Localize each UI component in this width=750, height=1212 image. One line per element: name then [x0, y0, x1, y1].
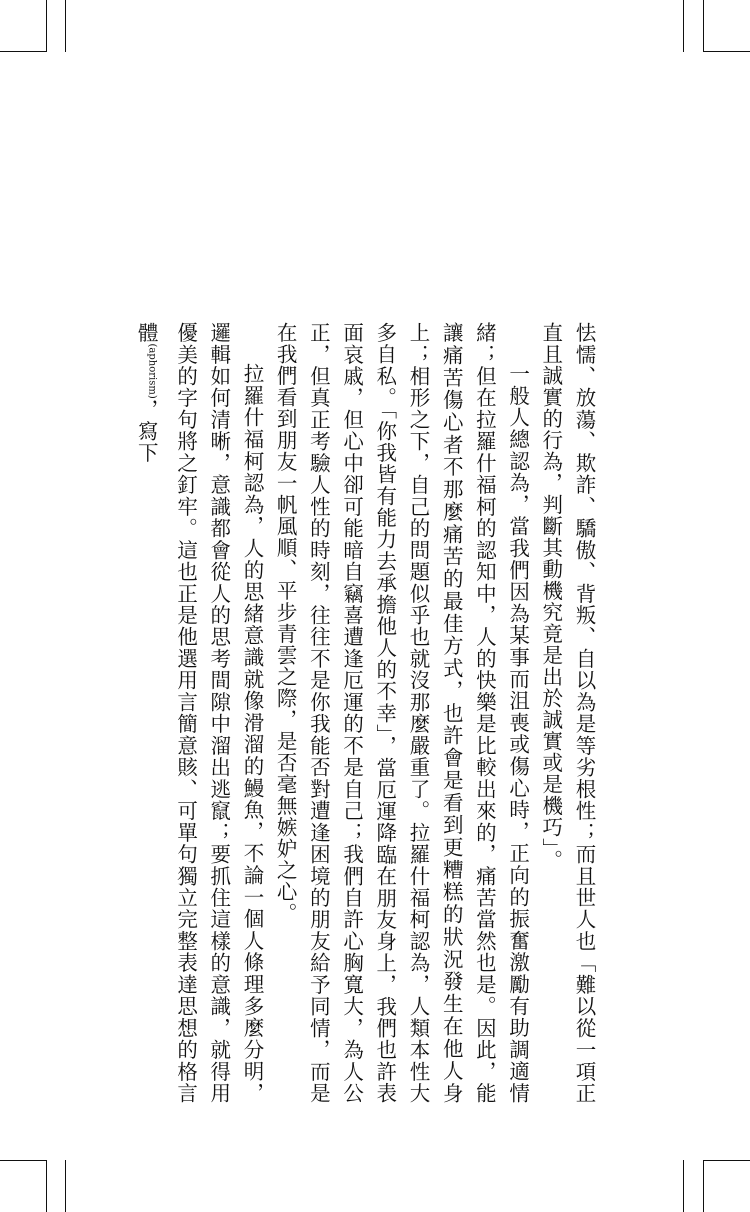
crop-mark-bottom-right-vertical	[683, 1160, 684, 1212]
aphorism-term: (aphorism)	[146, 343, 158, 399]
crop-mark-top-left-vertical	[65, 0, 66, 52]
paragraph-3-main: 拉羅什福柯認為，人的思緒意識就像滑溜的鰻魚，不論一個人條理多麼分明，邏輯如何清晰，意識都會從人的思考間隙中溜出逃竄；要抓住這樣的意識，就得用優美的字句將之釘牢。這也正是他選用言簡意賅、可單句獨立完整表達思想的格言體	[134, 322, 264, 1104]
crop-mark-top-left-horizontal	[0, 51, 47, 52]
paragraph-3	[129, 322, 268, 1104]
crop-mark-bottom-left-vertical	[65, 1160, 66, 1212]
paragraph-3-end: ，寫下	[134, 398, 159, 464]
crop-mark-bottom-left-inner	[46, 1160, 47, 1212]
crop-mark-top-left-inner	[46, 0, 47, 52]
paragraph-1: 怯懦、放蕩、欺詐、驕傲、背叛、自以為是等劣根性；而且世人也「難以從一項正直且誠實的行為，判斷其動機究竟是出於誠實或是機巧」。	[538, 322, 596, 1104]
body-text	[134, 322, 600, 1104]
crop-mark-top-right-vertical	[683, 0, 684, 52]
crop-mark-top-right-inner	[703, 0, 704, 52]
paragraph-2: 一般人總認為，當我們因為某事而沮喪或傷心時，正向的振奮激勵有助調適情緒；但在拉羅什福柯的認知中，人的快樂是比較出來的，痛苦當然也是。因此，能讓痛苦傷心者不那麼痛苦的最佳方式，也許會是看到更糟糕的狀況發生在他人身上；相形之下，自己的問題似乎也就沒那麼嚴重了。拉羅什福柯認為，人類本性大多自私。「你我皆有能力去承擔他人的不幸」，當厄運降臨在朋友身上，我們也許表面哀戚，但心中卻可能暗自竊喜遭逢厄運的不是自己；我們自許心胸寬大，為人公正，但真正考驗人性的時刻，往往不是你我能否對遭逢困境的朋友給予同情，而是在我們看到朋友一帆風順、平步青雲之際，是否毫無嫉妒之心。	[273, 322, 530, 1104]
crop-mark-bottom-right-inner	[703, 1160, 704, 1212]
crop-mark-top-right-horizontal	[703, 51, 750, 52]
crop-mark-bottom-left-horizontal	[0, 1160, 47, 1161]
crop-mark-bottom-right-horizontal	[703, 1160, 750, 1161]
